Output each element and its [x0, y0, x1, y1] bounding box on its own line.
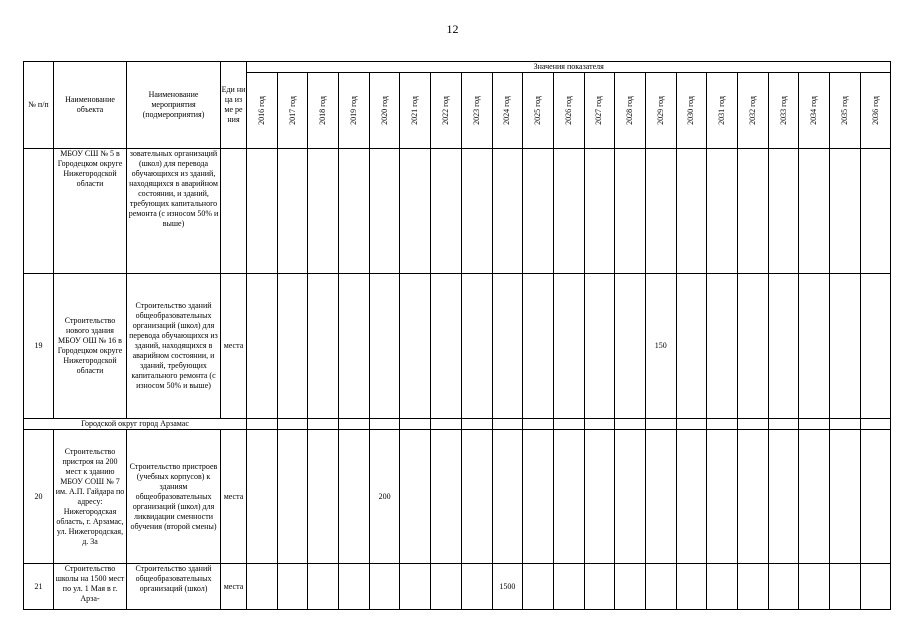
table-row: [24, 430, 891, 564]
row-value: [615, 430, 646, 564]
row-value: [523, 274, 554, 419]
header-year-label: 2017 год: [287, 96, 297, 125]
row-value: [584, 430, 615, 564]
row-value: [369, 149, 400, 274]
row-value: [247, 274, 278, 419]
row-value: [707, 149, 738, 274]
header-year: [369, 73, 400, 149]
header-year: [277, 73, 308, 149]
row-value: [339, 274, 370, 419]
section-empty-cell: [339, 419, 370, 430]
header-num: № п/п: [24, 62, 54, 149]
header-year-label: 2022 год: [440, 96, 450, 125]
section-empty-cell: [584, 419, 615, 430]
header-year-label: 2027 год: [594, 96, 604, 125]
section-empty-cell: [830, 419, 861, 430]
row-value: 150: [645, 274, 676, 419]
row-value: [492, 274, 523, 419]
row-value: [645, 149, 676, 274]
row-value: [799, 274, 830, 419]
header-year-label: 2034 год: [809, 96, 819, 125]
row-value: [768, 149, 799, 274]
header-year-label: 2026 год: [563, 96, 573, 125]
table-row: [24, 149, 891, 274]
row-value: [615, 274, 646, 419]
header-year-label: 2036 год: [870, 96, 880, 125]
header-year: [615, 73, 646, 149]
section-empty-cell: [768, 419, 799, 430]
header-year: [584, 73, 615, 149]
header-year: [830, 73, 861, 149]
row-value: [830, 274, 861, 419]
row-num: 19: [24, 274, 54, 419]
row-measure: Строительство зданий общеобразовательных организаций (школ): [127, 564, 221, 610]
header-year-label: 2024 год: [502, 96, 512, 125]
row-value: [553, 564, 584, 610]
row-value: [431, 149, 462, 274]
row-value: [308, 430, 339, 564]
row-value: [339, 430, 370, 564]
row-value: [768, 274, 799, 419]
section-empty-cell: [308, 419, 339, 430]
row-value: 1500: [492, 564, 523, 610]
row-value: [523, 564, 554, 610]
row-value: [339, 564, 370, 610]
row-value: [860, 564, 891, 610]
section-empty-cell: [461, 419, 492, 430]
section-empty-cell: [400, 419, 431, 430]
row-value: [553, 430, 584, 564]
row-value: [431, 430, 462, 564]
row-value: [553, 274, 584, 419]
section-empty-cell: [553, 419, 584, 430]
row-value: [584, 564, 615, 610]
header-year: [799, 73, 830, 149]
row-value: [523, 149, 554, 274]
header-year: [431, 73, 462, 149]
row-value: [860, 149, 891, 274]
row-unit: места: [221, 430, 247, 564]
section-empty-cell: [676, 419, 707, 430]
row-value: [308, 274, 339, 419]
header-year: [523, 73, 554, 149]
header-object: Наименование объекта: [54, 62, 127, 149]
row-value: [738, 564, 769, 610]
header-year-label: 2035 год: [839, 96, 849, 125]
section-empty-cell: [615, 419, 646, 430]
row-value: [369, 564, 400, 610]
row-value: [738, 149, 769, 274]
header-year-label: 2018 год: [318, 96, 328, 125]
row-value: [461, 430, 492, 564]
header-year-label: 2016 год: [256, 96, 266, 125]
row-unit: места: [221, 564, 247, 610]
row-value: [768, 564, 799, 610]
header-year: [768, 73, 799, 149]
row-value: [645, 564, 676, 610]
row-value: [615, 564, 646, 610]
row-value: [523, 430, 554, 564]
header-year-label: 2029 год: [655, 96, 665, 125]
section-empty-cell: [369, 419, 400, 430]
header-year: [645, 73, 676, 149]
row-value: [645, 430, 676, 564]
row-value: [860, 274, 891, 419]
row-value: [615, 149, 646, 274]
row-value: [707, 274, 738, 419]
header-year-label: 2020 год: [379, 96, 389, 125]
row-measure: Строительство зданий общеобразовательных организаций (школ) для перевода обучающихся из зданий, находящихся в аварийном состоянии, и зданий, требующих капитального ремонта (с износом 50% и выше): [127, 274, 221, 419]
header-year-label: 2033 год: [778, 96, 788, 125]
row-value: [308, 564, 339, 610]
row-value: [768, 430, 799, 564]
row-value: [277, 274, 308, 419]
header-year: [738, 73, 769, 149]
row-value: [553, 149, 584, 274]
row-value: [431, 274, 462, 419]
row-value: [676, 564, 707, 610]
row-value: [308, 149, 339, 274]
row-num: 20: [24, 430, 54, 564]
indicator-table: [23, 61, 891, 610]
row-value: [400, 430, 431, 564]
table-row: [24, 564, 891, 610]
section-empty-cell: [707, 419, 738, 430]
row-value: [799, 430, 830, 564]
row-value: [830, 149, 861, 274]
section-row: [24, 419, 891, 430]
row-measure: зовательных организаций (школ) для перевода обучающихся из зданий, находящихся в аварийном состоянии, и зданий, требующих капитального ремонта (с износом 50% и выше): [127, 149, 221, 274]
row-object: Строительство пристроя на 200 мест к зданию МБОУ СОШ № 7 им. А.П. Гайдара по адресу: Нижегородская область, г. Арзамас, ул. Нижегородская, д. 3а: [54, 430, 127, 564]
row-value: [247, 564, 278, 610]
row-value: [707, 430, 738, 564]
row-value: [799, 564, 830, 610]
row-value: [492, 430, 523, 564]
header-measure: Наименование мероприятия (подмероприятия): [127, 62, 221, 149]
row-value: [461, 274, 492, 419]
row-value: [277, 149, 308, 274]
header-year: [492, 73, 523, 149]
row-value: [400, 149, 431, 274]
row-unit: [221, 149, 247, 274]
table-row: [24, 274, 891, 419]
row-value: [400, 274, 431, 419]
section-empty-cell: [431, 419, 462, 430]
header-values-group: Значения показателя: [247, 62, 891, 73]
header-year-label: 2028 год: [625, 96, 635, 125]
section-empty-cell: [860, 419, 891, 430]
header-year: [247, 73, 278, 149]
row-value: 200: [369, 430, 400, 564]
row-value: [738, 274, 769, 419]
row-value: [247, 430, 278, 564]
header-year: [308, 73, 339, 149]
section-title: Городской округ город Арзамас: [24, 419, 247, 430]
row-num: 21: [24, 564, 54, 610]
row-value: [277, 430, 308, 564]
row-value: [738, 430, 769, 564]
row-value: [799, 149, 830, 274]
header-year: [400, 73, 431, 149]
header-year-label: 2019 год: [348, 96, 358, 125]
row-value: [339, 149, 370, 274]
row-object: Строительство нового здания МБОУ ОШ № 16 в Городецком округе Нижегородской области: [54, 274, 127, 419]
header-year-label: 2032 год: [747, 96, 757, 125]
section-empty-cell: [492, 419, 523, 430]
row-value: [277, 564, 308, 610]
row-measure: Строительство пристроев (учебных корпусов) к зданиям общеобразовательных организаций (школ) для ликвидации сменности обучения (второй смены): [127, 430, 221, 564]
row-object: Строительство школы на 1500 мест по ул. 1 Мая в г. Арза-: [54, 564, 127, 610]
section-empty-cell: [523, 419, 554, 430]
row-value: [860, 430, 891, 564]
row-value: [369, 274, 400, 419]
row-value: [584, 274, 615, 419]
row-value: [830, 430, 861, 564]
header-year-label: 2025 год: [533, 96, 543, 125]
row-num: [24, 149, 54, 274]
row-value: [676, 149, 707, 274]
section-empty-cell: [645, 419, 676, 430]
section-empty-cell: [277, 419, 308, 430]
page-number: 12: [446, 22, 459, 36]
header-year: [461, 73, 492, 149]
header-year-label: 2031 год: [717, 96, 727, 125]
row-value: [461, 149, 492, 274]
row-value: [707, 564, 738, 610]
row-value: [584, 149, 615, 274]
header-year-label: 2030 год: [686, 96, 696, 125]
row-value: [431, 564, 462, 610]
row-unit: места: [221, 274, 247, 419]
row-value: [492, 149, 523, 274]
row-value: [461, 564, 492, 610]
header-year: [860, 73, 891, 149]
section-empty-cell: [799, 419, 830, 430]
header-year: [339, 73, 370, 149]
section-empty-cell: [247, 419, 278, 430]
header-unit: Еди ни ца из ме ре ния: [221, 62, 247, 149]
header-year-label: 2023 год: [471, 96, 481, 125]
row-object: МБОУ СШ № 5 в Городецком округе Нижегородской области: [54, 149, 127, 274]
header-year: [676, 73, 707, 149]
header-year: [707, 73, 738, 149]
header-year: [553, 73, 584, 149]
header-year-label: 2021 год: [410, 96, 420, 125]
row-value: [400, 564, 431, 610]
row-value: [247, 149, 278, 274]
row-value: [676, 274, 707, 419]
section-empty-cell: [738, 419, 769, 430]
row-value: [676, 430, 707, 564]
row-value: [830, 564, 861, 610]
